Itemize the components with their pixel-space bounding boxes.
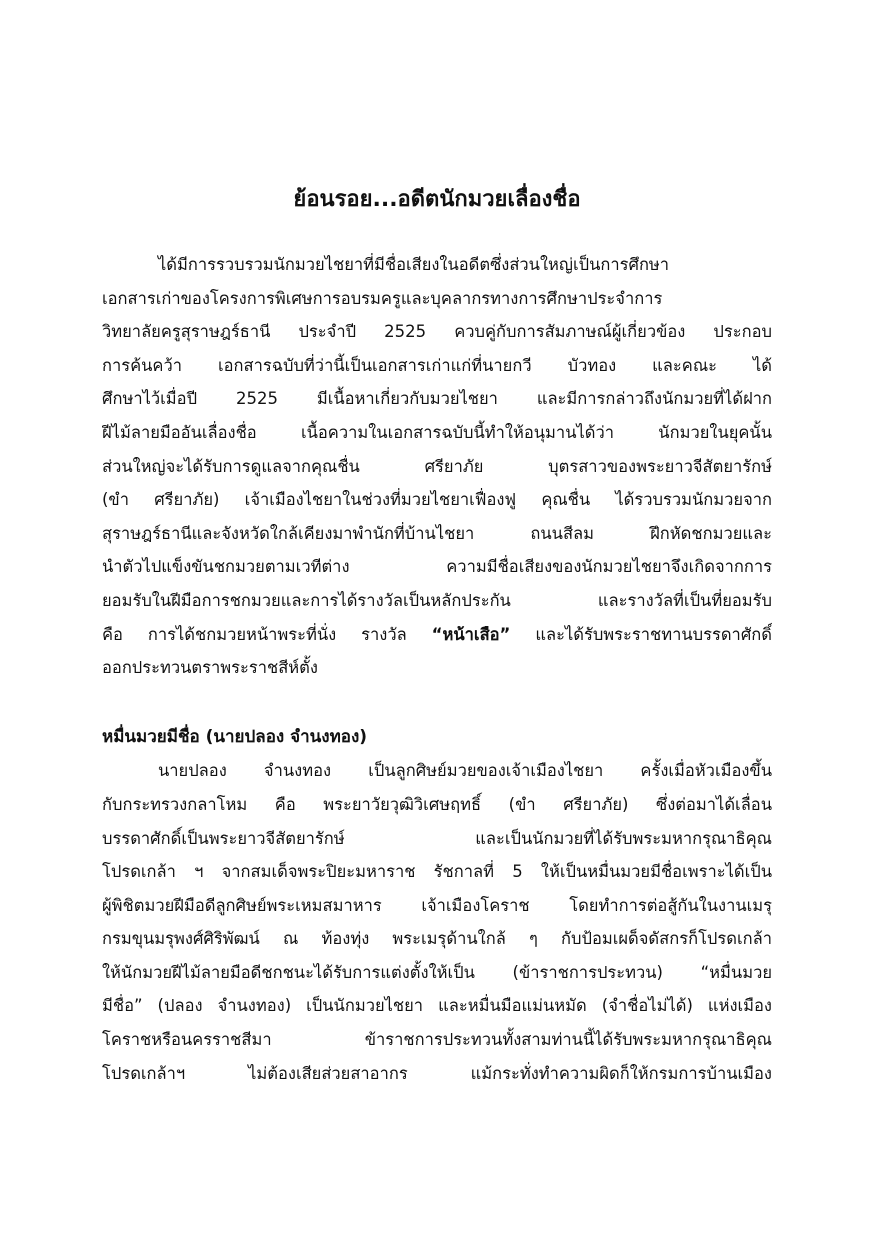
paragraph-line: (ขำ ศรียาภัย) เจ้าเมืองไชยาในช่วงที่มวยไชยาเฟื่องฟู คุณชื่น ได้รวบรวมนักมวยจาก (102, 490, 772, 510)
paragraph-line: ออกประทวนตราพระราชสีห์ตั้ง (102, 658, 318, 678)
paragraph-line: สุราษฎร์ธานีและจังหวัดใกล้เคียงมาพำนักที่บ้านไชยา ถนนสีลม ฝึกหัดชกมวยและ (102, 523, 772, 543)
paragraph-line: วิทยาลัยครูสุราษฎร์ธานี ประจำปี 2525 ควบคู่กับการสัมภาษณ์ผู้เกี่ยวข้อง ประกอบ (102, 322, 772, 342)
paragraph-line: กรมขุนมรุพงศ์ศิริพัฒน์ ณ ท้องทุ่ง พระเมรุด้านใกล้ ๆ กับป้อมเผด็จดัสกรก็โปรดเกล้า (102, 929, 772, 949)
section-spacer (102, 685, 772, 721)
document-page (102, 180, 772, 1090)
paragraph-line: เอกสารเก่าของโครงการพิเศษการอบรมครูและบุคลากรทางการศึกษาประจำการ (102, 288, 663, 308)
paragraph-line: ได้มีการรวบรวมนักมวยไชยาที่มีชื่อเสียงในอดีตซึ่งส่วนใหญ่เป็นการศึกษา (158, 255, 670, 274)
section-heading: หมื่นมวยมีชื่อ (นายปลอง จำนงทอง) (102, 726, 368, 747)
paragraph-line: นายปลอง จำนงทอง เป็นลูกศิษย์มวยของเจ้าเมืองไชยา ครั้งเมื่อหัวเมืองขึ้น (158, 761, 772, 781)
paragraph-line: นำตัวไปแข็งขันชกมวยตามเวทีต่าง ความมีชื่อเสียงของนักมวยไชยาจึงเกิดจากการ (102, 557, 772, 577)
emphasis-text: “หน้าเสือ” (431, 624, 511, 644)
paragraph-line: มีชื่อ” (ปลอง จำนงทอง) เป็นนักมวยไชยา และหมื่นมือแม่นหมัด (จำชื่อไม่ได้) แห่งเมือง (102, 996, 772, 1016)
paragraph-line: โปรดเกล้า ฯ จากสมเด็จพระปิยะมหาราช รัชกาลที่ 5 ให้เป็นหมื่นมวยมีชื่อเพราะได้เป็น (102, 862, 772, 882)
paragraph-line: ฝีไม้ลายมืออันเลื่องชื่อ เนื้อความในเอกสารฉบับนี้ทำให้อนุมานได้ว่า นักมวยในยุคนั้น (102, 422, 772, 442)
section-paragraph (102, 754, 772, 1090)
paragraph-line: ผู้พิชิตมวยฝีมือดีลูกศิษย์พระเหมสมาหาร เจ้าเมืองโคราช โดยทำการต่อสู้กันในงานเมรุ (102, 895, 772, 915)
paragraph-line: การค้นคว้า เอกสารฉบับที่ว่านี้เป็นเอกสารเก่าแก่ที่นายกวี บัวทอง และคณะ ได้ (102, 355, 772, 375)
paragraph-line: ยอมรับในฝีมือการชกมวยและการได้รางวัลเป็นหลักประกัน และรางวัลที่เป็นที่ยอมรับ (102, 590, 772, 610)
paragraph-line: ส่วนใหญ่จะได้รับการดูแลจากคุณชื่น ศรียาภัย บุตรสาวของพระยาวจีสัตยารักษ์ (102, 456, 772, 476)
paragraph-line: ศึกษาไว้เมื่อปี 2525 มีเนื้อหาเกี่ยวกับมวยไชยา และมีการกล่าวถึงนักมวยที่ได้ฝาก (102, 389, 772, 409)
paragraph-line: บรรดาศักดิ์เป็นพระยาวจีสัตยารักษ์ และเป็นนักมวยที่ได้รับพระมหากรุณาธิคุณ (102, 828, 772, 848)
paragraph-line: กับกระทรวงกลาโหม คือ พระยาวัยวุฒิวิเศษฤทธิ์ (ขำ ศรียาภัย) ซึ่งต่อมาได้เลื่อน (102, 794, 772, 814)
line-text: และได้รับพระราชทานบรรดาศักดิ์ (510, 624, 772, 644)
intro-paragraph (102, 248, 772, 685)
paragraph-line: ให้นักมวยฝีไม้ลายมือดีชกชนะได้รับการแต่งตั้งให้เป็น (ข้าราชการประทวน) “หมื่นมวย (102, 962, 772, 982)
paragraph-line: โปรดเกล้าฯ ไม่ต้องเสียส่วยสาอากร แม้กระทั่งทำความผิดก็ให้กรมการบ้านเมือง (102, 1063, 772, 1083)
line-text: คือ การได้ชกมวยหน้าพระที่นั่ง รางวัล (102, 624, 432, 644)
paragraph-line-with-emphasis (102, 618, 772, 652)
document-title: ย้อนรอย...อดีตนักมวยเลื่องชื่อ (293, 187, 581, 212)
paragraph-line: โคราชหรือนครราชสีมา ข้าราชการประทวนทั้งสามท่านนี้ได้รับพระมหากรุณาธิคุณ (102, 1030, 772, 1050)
